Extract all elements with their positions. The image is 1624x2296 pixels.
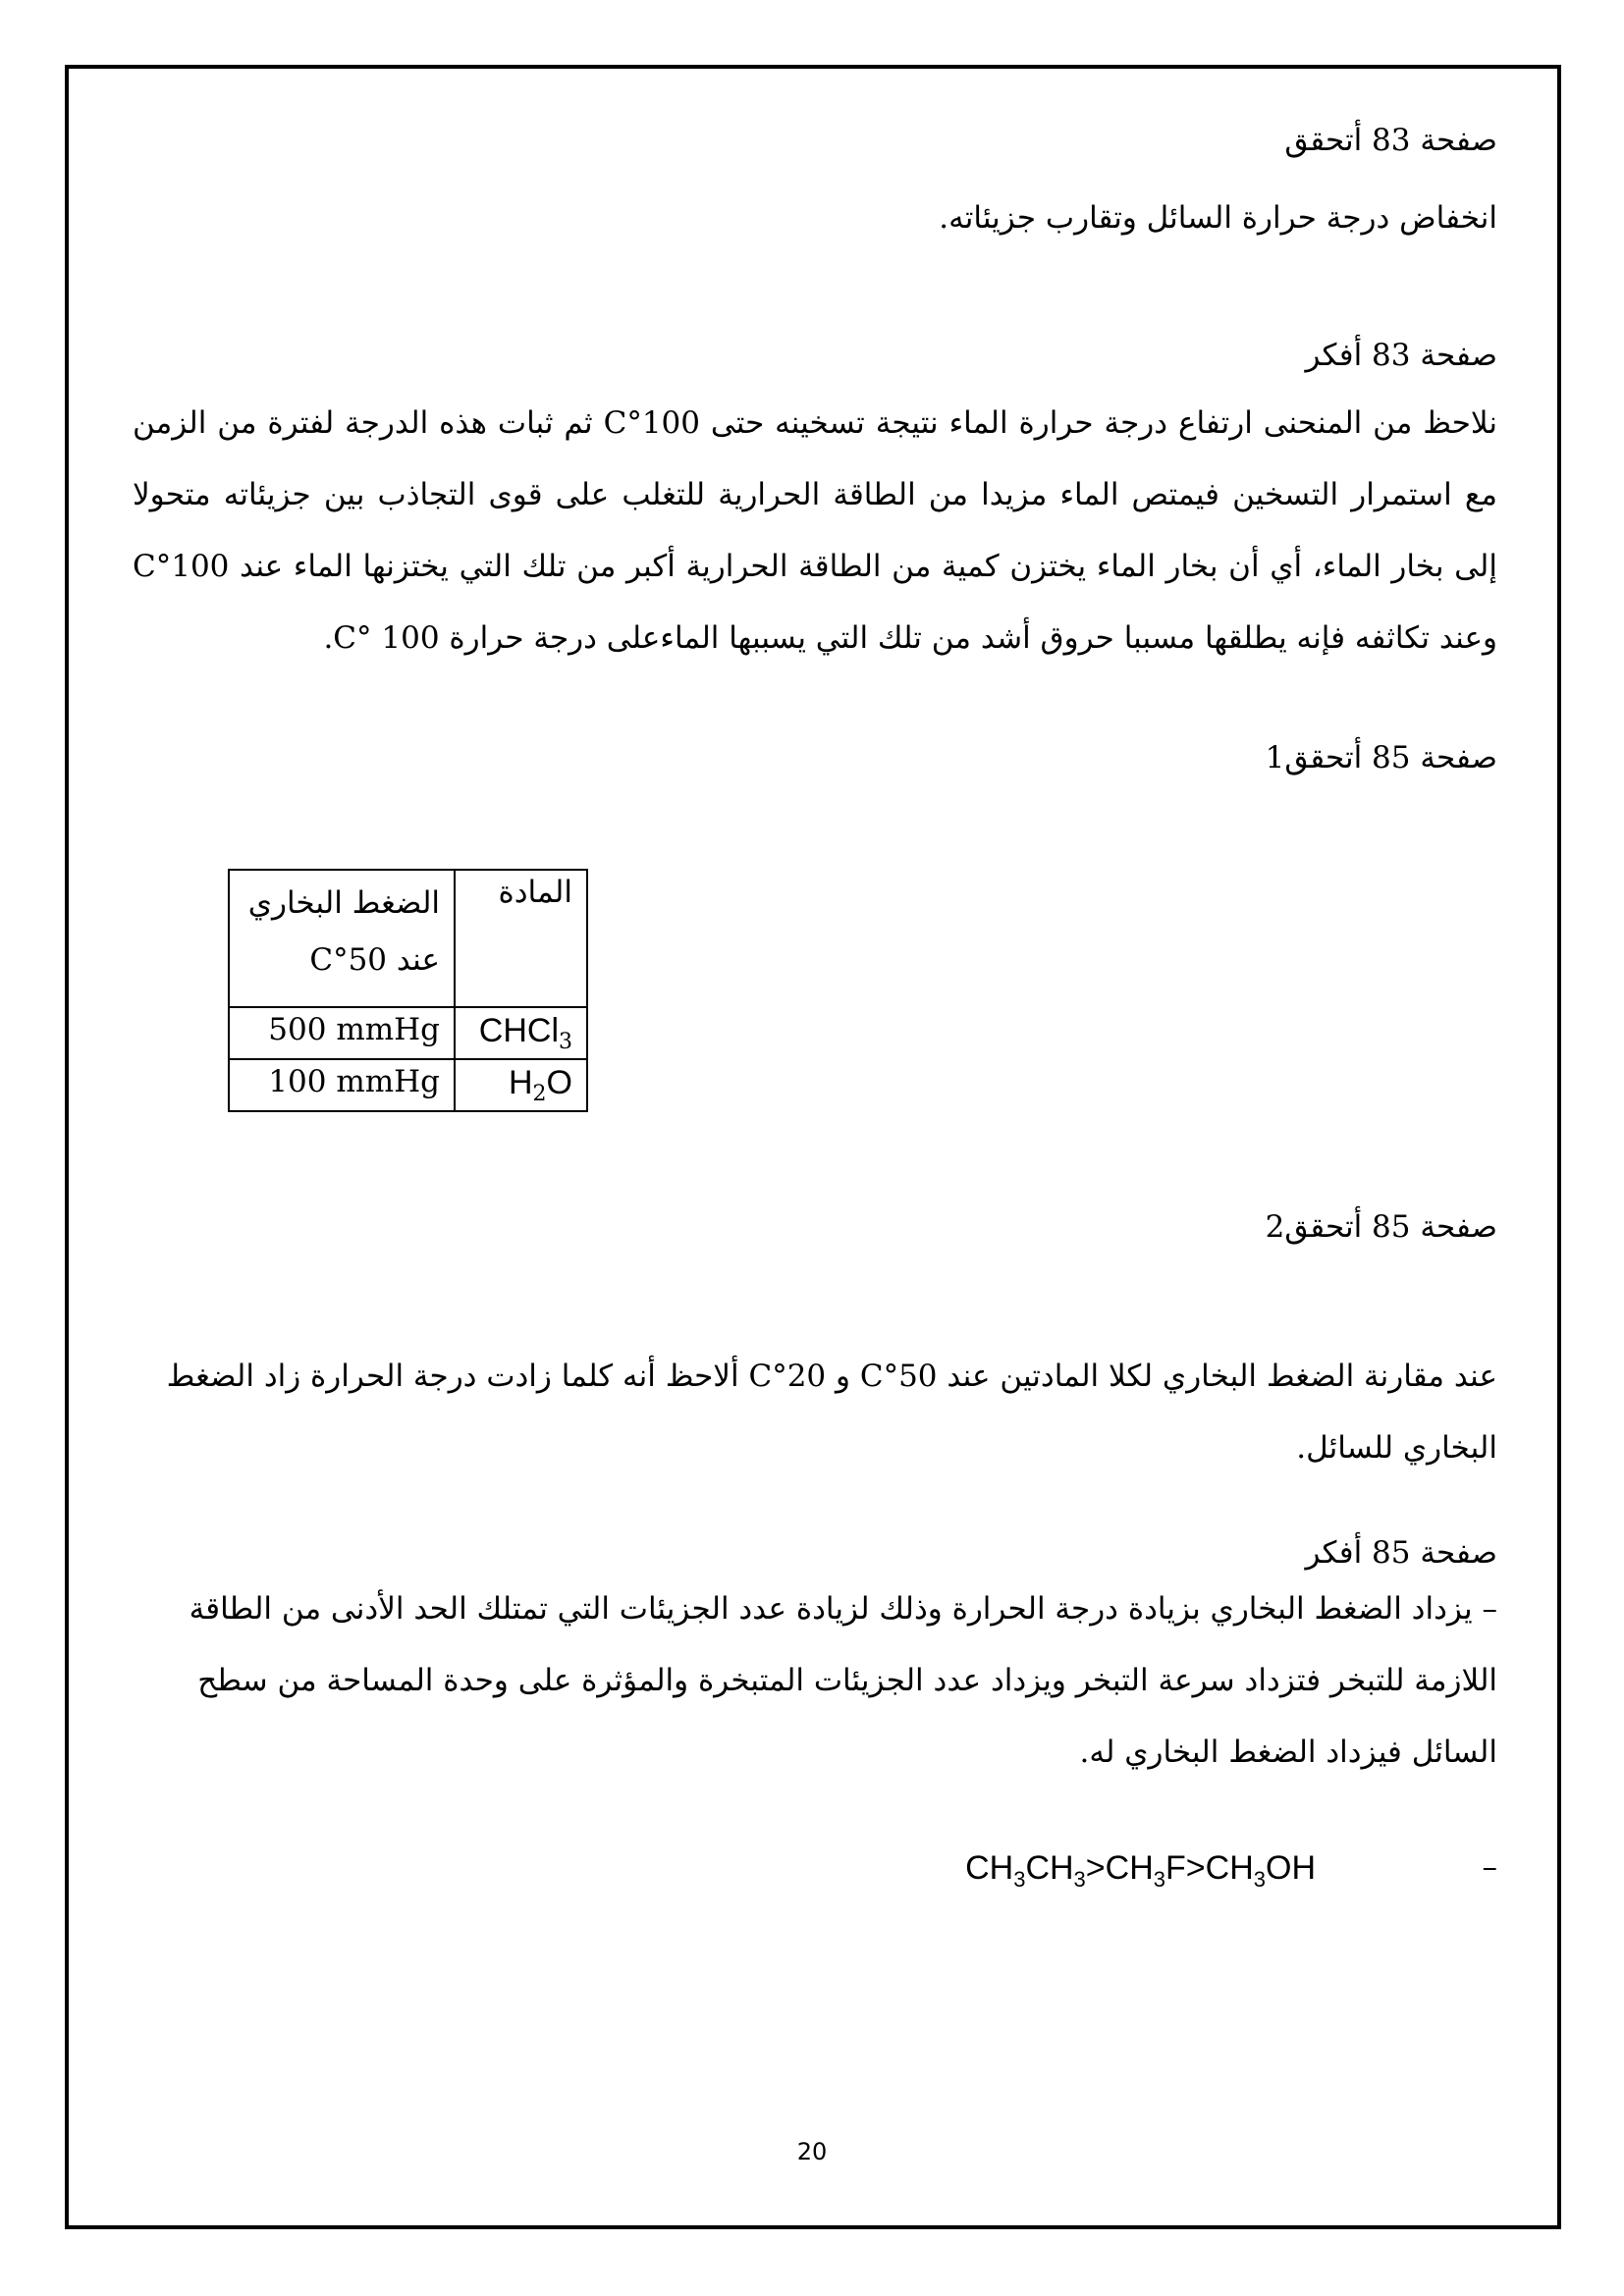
section-heading-4: صفحة 85 أتحقق2 xyxy=(1265,1209,1497,1245)
table-header-vapor-pressure: الضغط البخاري عند 50°C xyxy=(229,870,455,1007)
table-cell-pressure: 500 mmHg xyxy=(229,1007,455,1059)
table-cell-substance: $H_2O$ xyxy=(455,1059,587,1111)
section-text-4: عند مقارنة الضغط البخاري لكلا المادتين عند 50°C و 20°C ألاحظ أنه كلما زادت درجة الحرارة زاد الضغط البخاري للسائل. xyxy=(166,1359,1497,1466)
document-body xyxy=(133,108,1497,782)
table-header-substance: المادة xyxy=(455,870,587,1007)
section-heading-3: صفحة 85 أتحقق1 xyxy=(1265,740,1497,775)
section-text-5: – يزداد الضغط البخاري بزيادة درجة الحرارة وذلك لزيادة عدد الجزيئات التي تمتلك الحد الأدنى من الطاقة اللازمة للتبخر فتزداد سرعة التبخر ويزداد عدد الجزيئات المتبخرة والمؤثرة على وحدة المساحة من سطح السائل فيزداد الضغط البخاري له. xyxy=(189,1591,1497,1770)
table-row xyxy=(229,1007,587,1059)
section-heading-1: صفحة 83 أتحقق xyxy=(1284,123,1497,158)
chemical-formula-ranking: $CH_3CH_3>CH_3F>CH_3OH$ xyxy=(965,1849,1316,1892)
table-row xyxy=(229,1059,587,1111)
formula-dash: – xyxy=(1482,1849,1497,1885)
section-text-1: انخفاض درجة حرارة السائل وتقارب جزيئاته. xyxy=(939,200,1497,236)
vapor-pressure-table xyxy=(228,869,588,1112)
section-text-2: نلاحظ من المنحنى ارتفاع درجة حرارة الماء نتيجة تسخينه حتى 100°C ثم ثبات هذه الدرجة لفترة من الزمن مع استمرار التسخين فيمتص الماء مزيدا من الطاقة الحرارية للتغلب على قوى التجاذب بين جزيئاته متحولا إلى بخار الماء، أي أن بخار الماء يختزن كمية من الطاقة الحرارية أكبر من تلك التي يختزنها الماء عند 100°C وعند تكاثفه فإنه يطلقها مسببا حروق أشد من تلك التي يسببها الماءعلى درجة حرارة 100 °C. xyxy=(133,405,1497,656)
section-heading-2: صفحة 83 أفكر xyxy=(1305,338,1497,373)
section-heading-5: صفحة 85 أفكر xyxy=(1305,1535,1497,1571)
table-header-row xyxy=(229,870,587,1007)
page-number: 20 xyxy=(796,2138,828,2165)
table-cell-substance: CHCl$_3$ xyxy=(455,1007,587,1059)
table-cell-pressure: 100 mmHg xyxy=(229,1059,455,1111)
formula-line xyxy=(133,1849,1497,1898)
